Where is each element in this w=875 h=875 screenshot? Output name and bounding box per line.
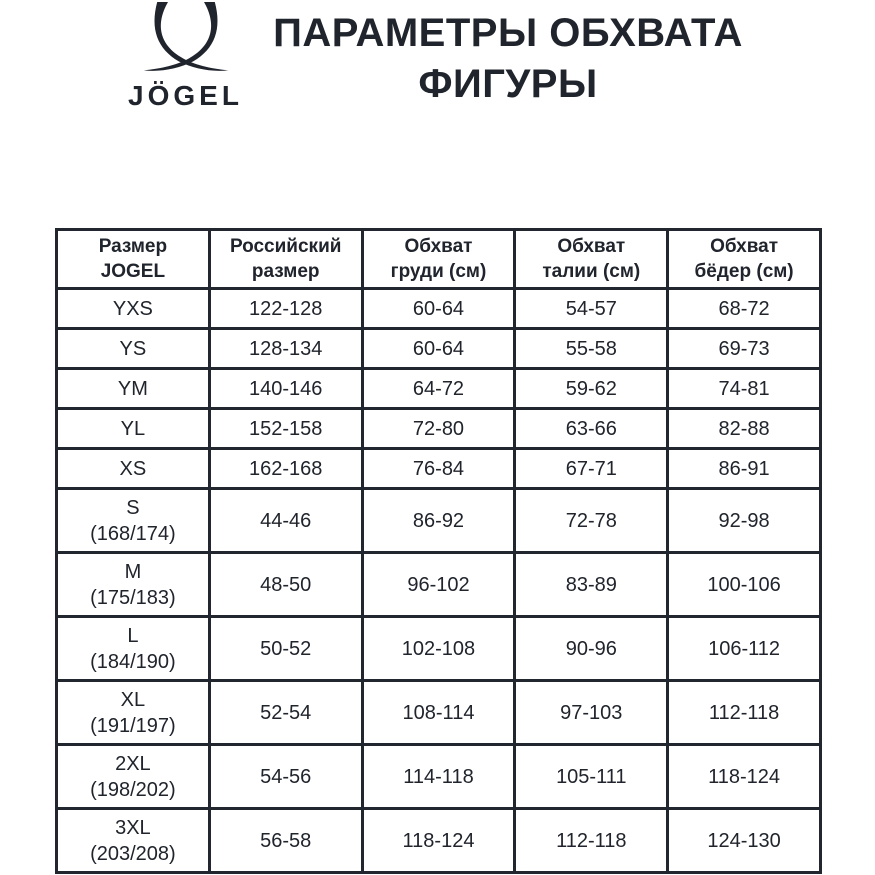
measurement-cell (209, 329, 362, 369)
measurement-cell (668, 745, 821, 809)
cell-line: 118-124 (708, 765, 781, 788)
measurement-cell (515, 449, 668, 489)
measurement-cell (668, 553, 821, 617)
column-header (209, 230, 362, 289)
measurement-cell (515, 329, 668, 369)
cell-line: 74-81 (718, 377, 770, 400)
cell-line: 76-84 (412, 457, 465, 480)
measurement-cell (362, 553, 515, 617)
cell-line: 54-56 (260, 765, 312, 788)
measurement-cell (209, 617, 362, 681)
table-row (57, 745, 821, 809)
measurement-cell (515, 809, 668, 873)
cell-line: XS (119, 457, 147, 480)
measurement-cell (668, 617, 821, 681)
cell-line: (175/183) (90, 586, 176, 609)
cell-line: 112-118 (556, 829, 627, 852)
cell-line: YXS (112, 297, 153, 320)
cell-line: 52-54 (260, 701, 312, 724)
cell-line: 86-92 (412, 509, 465, 532)
cell-line: YM (117, 377, 148, 400)
size-cell (57, 489, 210, 553)
measurement-cell (668, 809, 821, 873)
measurement-cell (668, 681, 821, 745)
cell-line: (198/202) (90, 778, 176, 801)
column-header-line: груди (см) (390, 261, 487, 282)
size-table-body (57, 289, 821, 873)
cell-line: 3XL (115, 816, 151, 839)
size-cell (57, 369, 210, 409)
column-header-line: Размер (98, 236, 168, 257)
cell-line: YL (120, 417, 146, 440)
measurement-cell (209, 289, 362, 329)
cell-line: YS (119, 337, 147, 360)
measurement-cell (515, 369, 668, 409)
measurement-cell (668, 449, 821, 489)
cell-line: 90-96 (565, 637, 617, 660)
measurement-cell (209, 449, 362, 489)
cell-line: 83-89 (565, 573, 617, 596)
column-header-line: Обхват (557, 236, 626, 257)
table-row (57, 369, 821, 409)
cell-line: (203/208) (90, 842, 176, 865)
cell-line: S (126, 496, 140, 519)
measurement-cell (362, 369, 515, 409)
page-title (200, 8, 816, 110)
measurement-cell (515, 289, 668, 329)
measurement-cell (362, 449, 515, 489)
measurement-cell (668, 289, 821, 329)
cell-line: 114-118 (403, 765, 474, 788)
cell-line: 69-73 (718, 337, 770, 360)
size-table-head (57, 230, 821, 289)
measurement-cell (209, 553, 362, 617)
size-cell (57, 617, 210, 681)
cell-line: 68-72 (718, 297, 770, 320)
cell-line: 96-102 (407, 573, 470, 596)
cell-line: 59-62 (565, 377, 617, 400)
cell-line: (168/174) (90, 522, 176, 545)
table-row (57, 681, 821, 745)
measurement-cell (209, 681, 362, 745)
measurement-cell (209, 745, 362, 809)
cell-line: 112-118 (708, 701, 780, 724)
cell-line: 72-80 (412, 417, 465, 440)
cell-line: L (127, 624, 139, 647)
measurement-cell (668, 409, 821, 449)
cell-line: 124-130 (707, 829, 781, 852)
cell-line: 152-158 (248, 417, 323, 440)
cell-line: 97-103 (560, 701, 623, 724)
cell-line: 140-146 (248, 377, 323, 400)
size-table (55, 228, 822, 874)
cell-line: 92-98 (718, 509, 770, 532)
measurement-cell (362, 289, 515, 329)
cell-line: 102-108 (401, 637, 476, 660)
cell-line: 128-134 (248, 337, 323, 360)
column-header (362, 230, 515, 289)
page-title-line-2: ФИГУРЫ (418, 62, 598, 106)
measurement-cell (515, 617, 668, 681)
cell-line: 82-88 (718, 417, 770, 440)
page-title-line-1: ПАРАМЕТРЫ ОБХВАТА (273, 11, 743, 55)
cell-line: 60-64 (412, 297, 465, 320)
cell-line: 105-111 (556, 765, 627, 788)
measurement-cell (362, 681, 515, 745)
measurement-cell (362, 745, 515, 809)
column-header-line: Обхват (710, 236, 779, 257)
table-row (57, 553, 821, 617)
cell-line: 100-106 (707, 573, 781, 596)
table-row (57, 449, 821, 489)
cell-line: 44-46 (260, 509, 312, 532)
column-header-line: бёдер (см) (694, 261, 794, 282)
size-cell (57, 681, 210, 745)
measurement-cell (362, 409, 515, 449)
table-row (57, 617, 821, 681)
cell-line: 60-64 (412, 337, 465, 360)
measurement-cell (668, 489, 821, 553)
table-row (57, 289, 821, 329)
cell-line: 48-50 (260, 573, 312, 596)
cell-line: 67-71 (565, 457, 617, 480)
column-header (57, 230, 210, 289)
table-row (57, 409, 821, 449)
measurement-cell (209, 409, 362, 449)
cell-line: 108-114 (402, 701, 475, 724)
table-row (57, 329, 821, 369)
measurement-cell (362, 489, 515, 553)
measurement-cell (515, 745, 668, 809)
measurement-cell (668, 369, 821, 409)
cell-line: 54-57 (565, 297, 617, 320)
cell-line: 118-124 (402, 829, 475, 852)
column-header (515, 230, 668, 289)
cell-line: 56-58 (260, 829, 312, 852)
measurement-cell (515, 681, 668, 745)
measurement-cell (362, 809, 515, 873)
size-cell (57, 809, 210, 873)
measurement-cell (515, 489, 668, 553)
measurement-cell (209, 489, 362, 553)
cell-line: M (124, 560, 142, 583)
column-header-line: талии (см) (542, 261, 641, 282)
cell-line: (184/190) (90, 650, 176, 673)
cell-line: 63-66 (565, 417, 617, 440)
size-cell (57, 409, 210, 449)
table-row (57, 489, 821, 553)
column-header-line: размер (251, 261, 320, 282)
measurement-cell (362, 617, 515, 681)
size-cell (57, 553, 210, 617)
measurement-cell (209, 809, 362, 873)
measurement-cell (515, 409, 668, 449)
cell-line: 2XL (115, 752, 151, 775)
column-header-line: Российский (229, 236, 342, 257)
column-header-line: JOGEL (100, 261, 166, 282)
brand-wordmark: JÖGEL (128, 80, 243, 111)
column-header (668, 230, 821, 289)
size-cell (57, 289, 210, 329)
table-header-row (57, 230, 821, 289)
cell-line: 106-112 (708, 637, 781, 660)
size-cell (57, 745, 210, 809)
cell-line: 162-168 (248, 457, 323, 480)
cell-line: 50-52 (260, 637, 312, 660)
measurement-cell (668, 329, 821, 369)
measurement-cell (515, 553, 668, 617)
cell-line: 55-58 (565, 337, 617, 360)
cell-line: 64-72 (412, 377, 465, 400)
measurement-cell (362, 329, 515, 369)
cell-line: 86-91 (718, 457, 770, 480)
column-header-line: Обхват (404, 236, 473, 257)
cell-line: (191/197) (90, 714, 176, 737)
size-cell (57, 449, 210, 489)
table-row (57, 809, 821, 873)
cell-line: 72-78 (565, 509, 617, 532)
size-cell (57, 329, 210, 369)
cell-line: XL (120, 688, 146, 711)
measurement-cell (209, 369, 362, 409)
cell-line: 122-128 (248, 297, 323, 320)
